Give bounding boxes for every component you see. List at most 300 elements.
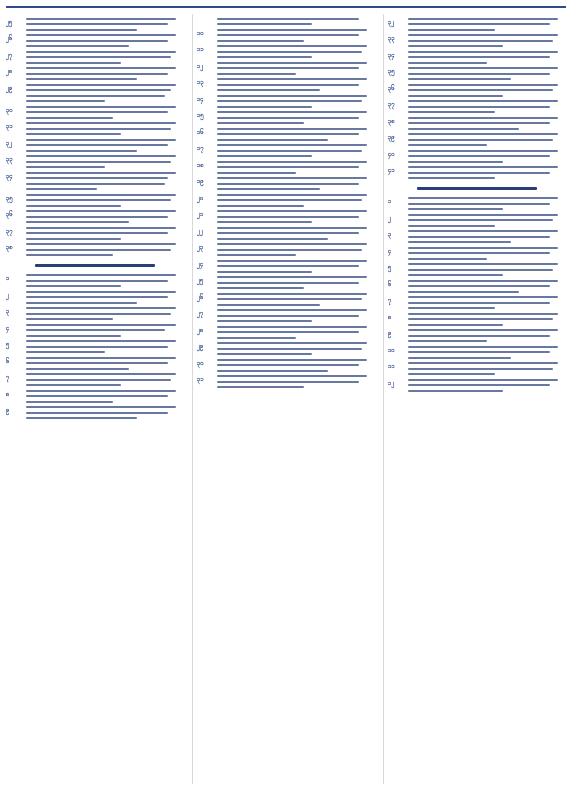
text-line: [217, 117, 359, 119]
text-line: [26, 368, 129, 370]
section-heading: [6, 260, 184, 270]
text-line: [408, 324, 503, 326]
item-number: ၂၀: [197, 194, 204, 202]
text-line: [408, 34, 558, 36]
text-line: [408, 335, 550, 337]
list-item: [197, 62, 375, 75]
text-line: [26, 318, 113, 320]
list-item: [388, 247, 566, 260]
list-item: [6, 194, 184, 207]
text-line: [217, 210, 367, 212]
text-line: [217, 227, 367, 229]
text-line: [408, 122, 550, 124]
item-number: ၃၀: [6, 106, 13, 114]
text-line: [26, 335, 121, 337]
text-line: [408, 296, 558, 298]
list-item: [6, 390, 184, 403]
text-line: [26, 23, 168, 25]
text-line: [217, 293, 367, 295]
item-number: ၁၆: [197, 128, 204, 136]
text-line: [217, 381, 359, 383]
text-line: [408, 384, 550, 386]
list-item: [6, 274, 184, 287]
item-number: ၁၀: [388, 346, 395, 354]
text-line: [408, 362, 558, 364]
text-line: [217, 95, 367, 97]
text-line: [217, 249, 362, 251]
item-number: ၂၅: [197, 277, 204, 284]
text-line: [408, 318, 553, 320]
text-line: [26, 67, 176, 69]
text-line: [217, 29, 367, 31]
list-item: [388, 166, 566, 179]
text-line: [26, 249, 171, 251]
list-item: [388, 133, 566, 146]
text-line: [408, 258, 487, 260]
text-line: [408, 236, 550, 238]
item-number: ၆: [6, 357, 10, 365]
text-line: [26, 89, 171, 91]
item-number: ၃၂: [388, 18, 395, 26]
list-item: [197, 177, 375, 190]
text-line: [26, 40, 168, 42]
text-line: [26, 73, 168, 75]
item-number: ၂၇: [197, 310, 204, 317]
text-line: [26, 395, 168, 397]
text-line: [408, 150, 558, 152]
text-line: [217, 309, 367, 311]
list-item: [388, 379, 566, 392]
text-line: [408, 357, 511, 359]
text-line: [217, 45, 367, 47]
text-line: [217, 364, 359, 366]
text-line: [408, 302, 550, 304]
text-line: [217, 331, 359, 333]
item-number: ၂၇: [6, 51, 13, 59]
list-item: [6, 155, 184, 168]
text-line: [408, 111, 495, 113]
document-page: [6, 8, 566, 786]
text-line: [217, 111, 367, 113]
text-line: [26, 232, 168, 234]
item-number: ၃၀: [197, 359, 204, 367]
item-number: ၅: [388, 264, 392, 271]
text-line: [217, 194, 367, 196]
item-number: ၉: [6, 407, 10, 414]
list-item: [6, 18, 184, 31]
list-item: [388, 263, 566, 276]
text-line: [26, 210, 176, 212]
text-line: [26, 390, 176, 392]
text-line: [26, 324, 176, 326]
text-line: [217, 62, 367, 64]
list-item: [6, 324, 184, 337]
text-line: [408, 291, 519, 293]
text-line: [217, 73, 296, 75]
item-number: ၁၂: [388, 379, 395, 387]
text-line: [217, 199, 362, 201]
text-line: [26, 379, 171, 381]
list-item: [6, 373, 184, 386]
text-line: [217, 100, 362, 102]
text-line: [217, 265, 359, 267]
text-line: [408, 230, 558, 232]
text-line: [408, 117, 558, 119]
item-number: ၃၄: [388, 51, 395, 59]
text-line: [26, 216, 168, 218]
text-line: [26, 100, 105, 102]
item-number: ၂၈: [6, 68, 13, 75]
list-item: [388, 329, 566, 342]
item-number: ၃၁: [6, 123, 13, 130]
text-line: [26, 34, 176, 36]
item-number: ၂: [6, 291, 9, 299]
text-line: [217, 161, 367, 163]
text-line: [217, 34, 359, 36]
list-item: [197, 375, 375, 388]
text-line: [408, 269, 553, 271]
text-line: [26, 166, 105, 168]
text-line: [26, 291, 176, 293]
section-heading-text: [417, 187, 537, 190]
text-line: [26, 177, 168, 179]
text-line: [217, 144, 367, 146]
text-line: [26, 243, 176, 245]
text-line: [408, 379, 558, 381]
text-line: [26, 351, 105, 353]
item-number: ၃၁: [197, 376, 204, 383]
text-line: [408, 208, 503, 210]
text-line: [26, 362, 168, 364]
text-line: [217, 150, 362, 152]
list-item: [6, 139, 184, 152]
list-item: [388, 197, 566, 210]
text-line: [408, 340, 487, 342]
item-number: ၂၆: [197, 293, 204, 301]
list-item: [197, 260, 375, 273]
text-line: [217, 106, 312, 108]
text-line: [217, 287, 304, 289]
text-line: [408, 197, 558, 199]
text-line: [408, 40, 553, 42]
text-line: [26, 373, 176, 375]
text-line: [26, 56, 171, 58]
text-line: [26, 183, 165, 185]
list-item: [6, 122, 184, 135]
list-item: [197, 243, 375, 256]
text-line: [408, 95, 503, 97]
text-line: [217, 205, 304, 207]
list-item: [6, 34, 184, 47]
list-item: [388, 296, 566, 309]
text-line: [217, 89, 320, 91]
list-item: [6, 210, 184, 223]
text-line: [408, 214, 558, 216]
text-line: [26, 128, 171, 130]
text-line: [217, 172, 296, 174]
item-number: ၆: [388, 280, 392, 288]
item-number: ၃၃: [6, 156, 13, 163]
text-line: [26, 285, 121, 287]
list-item: [197, 227, 375, 240]
text-line: [408, 51, 558, 53]
text-line: [217, 375, 367, 377]
text-line: [408, 128, 519, 130]
text-line: [26, 18, 176, 20]
list-item: [197, 29, 375, 42]
text-line: [217, 183, 359, 185]
text-line: [26, 221, 129, 223]
list-item: [6, 227, 184, 240]
text-line: [217, 243, 367, 245]
list-item: [6, 340, 184, 353]
text-line: [408, 100, 558, 102]
text-line: [26, 139, 176, 141]
text-line: [217, 386, 304, 388]
text-line: [26, 111, 168, 113]
text-line: [408, 172, 550, 174]
text-line: [408, 280, 558, 282]
text-line: [26, 412, 168, 414]
list-item: [6, 291, 184, 304]
text-line: [26, 51, 176, 53]
text-line: [217, 166, 359, 168]
item-number: ၁၁: [197, 46, 204, 53]
text-line: [408, 252, 550, 254]
item-number: ၃၉: [388, 134, 395, 141]
text-line: [26, 313, 171, 315]
text-line: [408, 203, 550, 205]
text-line: [408, 247, 558, 249]
item-number: ၁၀: [197, 29, 204, 37]
item-number: ၉: [388, 330, 392, 337]
item-number: ၃: [6, 308, 10, 315]
list-item: [197, 326, 375, 339]
text-line: [217, 337, 296, 339]
list-item: [388, 280, 566, 293]
item-number: ၃၄: [6, 172, 13, 180]
text-line: [408, 274, 503, 276]
item-number: ၈: [388, 313, 392, 321]
item-number: ၃၆: [6, 211, 13, 218]
text-line: [408, 18, 558, 20]
list-item: [6, 243, 184, 256]
text-line: [408, 313, 558, 315]
list-item: [388, 117, 566, 130]
text-line: [26, 150, 137, 152]
text-line: [26, 84, 176, 86]
list-item: [197, 210, 375, 223]
list-item: [197, 78, 375, 91]
text-line: [217, 155, 312, 157]
text-line: [26, 161, 171, 163]
text-line: [408, 351, 550, 353]
text-line: [217, 370, 328, 372]
text-line: [217, 359, 367, 361]
item-number: ၂၄: [197, 260, 204, 268]
text-line: [408, 166, 558, 168]
list-item: [388, 362, 566, 375]
text-line: [408, 133, 558, 135]
list-item: [388, 100, 566, 113]
list-item: [388, 150, 566, 163]
list-item: [6, 307, 184, 320]
text-line: [217, 298, 362, 300]
text-line: [408, 390, 503, 392]
list-item: [388, 230, 566, 243]
text-line: [26, 384, 121, 386]
text-columns: [6, 14, 566, 784]
text-line: [217, 315, 359, 317]
item-number: ၄: [6, 324, 10, 332]
list-item: [388, 313, 566, 326]
text-line: [217, 51, 362, 53]
text-line: [408, 329, 558, 331]
column-1: [6, 14, 184, 784]
list-item: [6, 357, 184, 370]
text-line: [217, 271, 312, 273]
text-line: [217, 276, 367, 278]
text-line: [217, 254, 296, 256]
text-line: [26, 406, 176, 408]
list-item: [197, 95, 375, 108]
item-number: ၂၈: [197, 326, 204, 334]
text-line: [26, 238, 121, 240]
list-item: [197, 276, 375, 289]
item-number: ၃၆: [388, 84, 395, 92]
item-number: ၃၈: [388, 117, 395, 125]
item-number: ၁၉: [197, 178, 204, 185]
item-number: ၃၅: [388, 68, 395, 75]
text-line: [26, 401, 113, 403]
item-number: ၁၈: [197, 161, 204, 169]
text-line: [26, 205, 121, 207]
text-line: [26, 117, 113, 119]
text-line: [217, 304, 320, 306]
column-3: [383, 14, 566, 784]
list-item: [6, 84, 184, 103]
item-number: ၄၁: [388, 167, 395, 174]
item-number: ၈: [6, 390, 10, 398]
list-item: [197, 359, 375, 372]
text-line: [26, 188, 97, 190]
text-line: [26, 194, 176, 196]
list-item: [197, 128, 375, 141]
text-line: [408, 219, 553, 221]
text-line: [26, 106, 176, 108]
text-line: [26, 227, 176, 229]
text-line: [217, 177, 367, 179]
text-line: [217, 326, 367, 328]
list-item: [197, 309, 375, 322]
list-item: [197, 144, 375, 157]
text-line: [408, 263, 558, 265]
text-line: [26, 302, 137, 304]
text-line: [217, 260, 367, 262]
text-line: [217, 23, 312, 25]
text-line: [408, 29, 495, 31]
item-number: ၂၂: [197, 227, 203, 235]
list-item: [388, 18, 566, 31]
text-line: [217, 353, 312, 355]
item-number: ၂၉: [6, 84, 13, 92]
text-line: [217, 133, 359, 135]
text-line: [26, 417, 137, 419]
text-line: [217, 282, 359, 284]
list-item: [6, 406, 184, 419]
text-line: [408, 106, 550, 108]
text-line: [217, 128, 367, 130]
text-line: [26, 357, 176, 359]
text-line: [408, 62, 487, 64]
text-line: [26, 274, 176, 276]
text-line: [26, 122, 176, 124]
text-line: [217, 40, 304, 42]
text-line: [217, 216, 359, 218]
text-line: [26, 133, 121, 135]
text-line: [217, 232, 359, 234]
text-line: [217, 78, 367, 80]
list-item: [197, 18, 375, 26]
text-line: [26, 95, 165, 97]
text-line: [26, 29, 137, 31]
item-number: ၁၄: [197, 95, 204, 103]
text-line: [217, 238, 328, 240]
list-item: [197, 342, 375, 355]
item-number: ၄၀: [388, 150, 395, 158]
item-number: ၁: [6, 275, 10, 282]
list-item: [197, 194, 375, 207]
list-item: [388, 84, 566, 97]
text-line: [217, 188, 320, 190]
item-number: ၁၃: [197, 79, 204, 86]
text-line: [26, 340, 176, 342]
text-line: [26, 199, 171, 201]
text-line: [408, 307, 495, 309]
list-item: [388, 214, 566, 227]
item-number: ၇: [388, 297, 392, 304]
item-number: ၃၇: [388, 101, 395, 108]
text-line: [408, 155, 550, 157]
text-line: [408, 67, 558, 69]
text-line: [217, 139, 328, 141]
list-item: [6, 67, 184, 80]
text-line: [217, 84, 359, 86]
list-item: [388, 346, 566, 359]
item-number: ၁၇: [197, 145, 204, 152]
item-number: ၃၇: [6, 227, 13, 235]
list-item: [6, 106, 184, 119]
text-line: [408, 45, 503, 47]
text-line: [26, 155, 176, 157]
item-number: ၃၈: [6, 244, 13, 251]
text-line: [217, 342, 367, 344]
text-line: [26, 329, 165, 331]
list-item: [388, 34, 566, 47]
item-number: ၂၅: [6, 18, 13, 26]
text-line: [26, 254, 113, 256]
item-number: ၁၂: [197, 62, 204, 70]
text-line: [408, 373, 495, 375]
text-line: [26, 172, 176, 174]
text-line: [408, 84, 558, 86]
item-number: ၂၁: [197, 211, 204, 218]
text-line: [26, 45, 129, 47]
item-number: ၁: [388, 198, 392, 205]
text-line: [217, 67, 359, 69]
list-item: [6, 51, 184, 64]
list-item: [6, 172, 184, 191]
